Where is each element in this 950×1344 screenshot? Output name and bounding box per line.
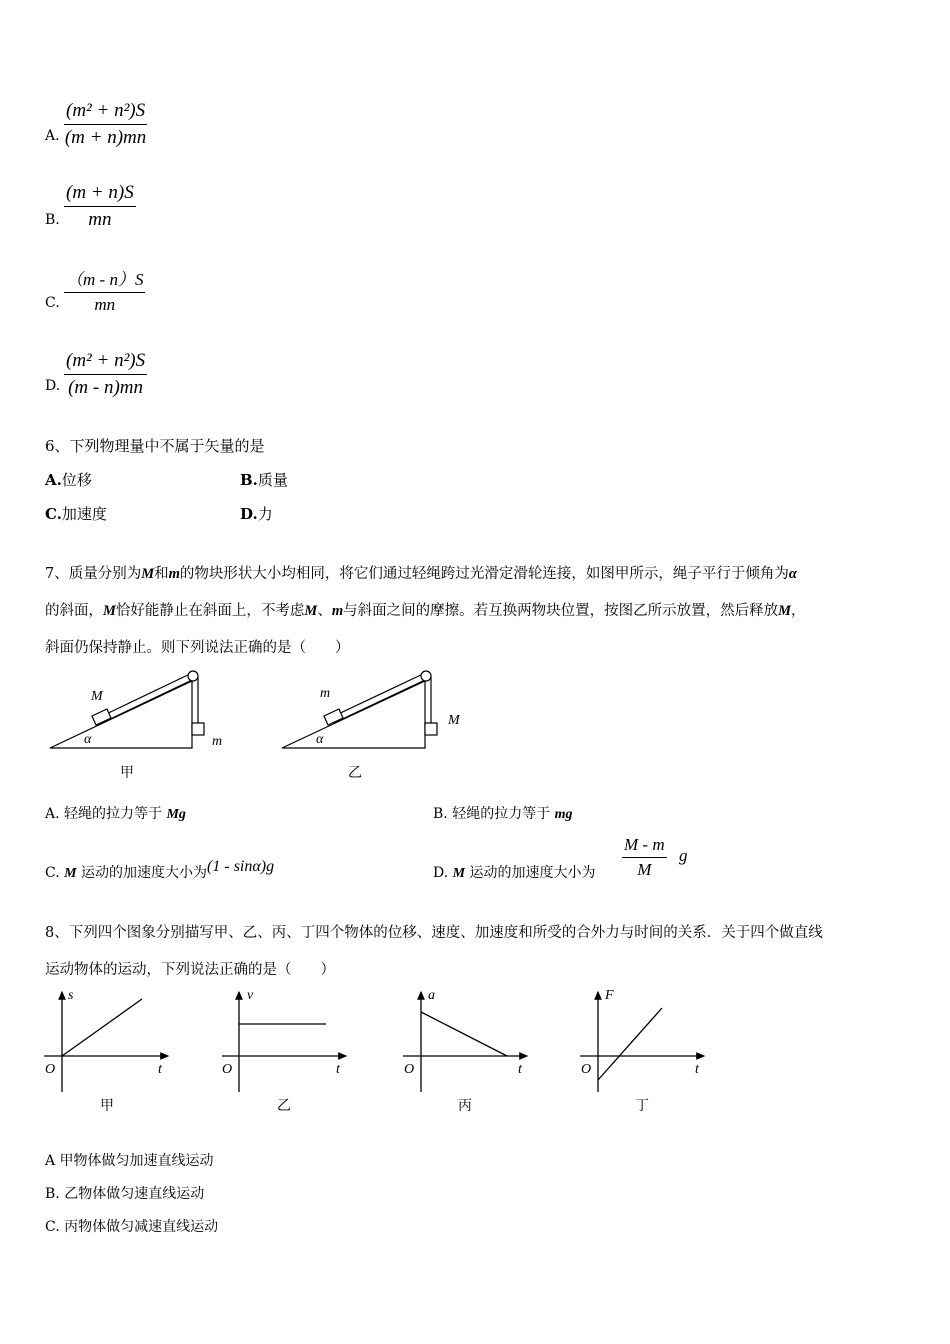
q8-stem-line1: 8、下列四个图象分别描写甲、乙、丙、丁四个物体的位移、速度、加速度和所受的合外力与时间的关系．关于四个做直线: [45, 925, 823, 941]
q5-option-a-label: A.: [45, 128, 60, 144]
q6-option-a-letter: A.: [45, 471, 62, 489]
graph-ding-y-label: F: [605, 988, 614, 1003]
figure-jia-top-block-label: M: [91, 689, 103, 704]
graph-yi-x-label: t: [336, 1062, 340, 1077]
figure-yi-hanging-label: M: [448, 713, 460, 728]
graph-ding-caption: 丁: [635, 1099, 649, 1114]
graph-jia-y-label: s: [68, 988, 74, 1003]
figure-jia-hanging-label: m: [212, 734, 223, 749]
figure-jia-caption: 甲: [120, 766, 134, 781]
graph-bing: [403, 992, 527, 1092]
q6-stem: 6、下列物理量中不属于矢量的是: [45, 437, 265, 455]
graph-ding: [580, 992, 704, 1092]
q8-option-c: C. 丙物体做匀减速直线运动: [45, 1219, 219, 1235]
q6-option-a-text: 位移: [61, 471, 92, 489]
q5-option-c-numerator: （m - n）S: [64, 265, 145, 293]
q6-option-b-letter: B.: [240, 471, 258, 489]
q5-option-a-numerator: (m² + n²)S: [64, 100, 147, 125]
graph-bing-x-label: t: [518, 1062, 522, 1077]
figure-yi-angle-label: α: [316, 732, 324, 747]
q7-stem-line1: 7、质量分别为M和m的物块形状大小均相同，将它们通过轻绳跨过光滑定滑轮连接，如图甲所示，绳子平行于倾角为α: [45, 566, 797, 582]
graph-jia-x-label: t: [158, 1062, 162, 1077]
q6-option-c-letter: C.: [45, 505, 62, 523]
graph-yi-y-label: v: [247, 988, 254, 1003]
q7-option-a: A. 轻绳的拉力等于 Mg: [45, 806, 186, 822]
q7-option-d-g: g: [679, 846, 688, 865]
q5-option-a-denominator: (m + n)mn: [64, 127, 147, 148]
figure-jia-angle-label: α: [84, 732, 92, 747]
graph-ding-x-label: t: [695, 1062, 699, 1077]
graph-bing-y-label: a: [428, 988, 435, 1003]
graph-jia: [44, 992, 168, 1092]
graph-bing-origin: O: [404, 1062, 415, 1077]
q6-option-b-text: 质量: [257, 471, 288, 489]
q5-option-d-denominator: (m - n)mn: [68, 377, 144, 398]
figure-yi-top-block-label: m: [320, 686, 331, 701]
graph-yi-caption: 乙: [277, 1099, 291, 1114]
figure-yi-caption: 乙: [348, 766, 362, 781]
q6-option-c-text: 加速度: [61, 505, 107, 523]
q5-option-d-numerator: (m² + n²)S: [64, 350, 147, 375]
q8-stem-line2: 运动物体的运动，下列说法正确的是（ ）: [45, 962, 335, 978]
q5-option-c-denominator: mn: [94, 295, 116, 314]
q7-stem-line2: 的斜面，M恰好能静止在斜面上，不考虑M、m与斜面之间的摩擦。若互换两物块位置，按图乙所示放置，然后释放M，: [45, 603, 806, 619]
graph-yi: [222, 992, 346, 1092]
q7-option-c: C. M 运动的加速度大小为(1 - sinα)g: [45, 858, 275, 881]
q7-option-d: D. M 运动的加速度大小为: [433, 865, 596, 881]
q5-option-d-label: D.: [45, 378, 61, 394]
graph-yi-origin: O: [222, 1062, 233, 1077]
q7-option-b: B. 轻绳的拉力等于 mg: [433, 806, 573, 822]
q5-option-b-label: B.: [45, 212, 60, 228]
q7-option-d-fraction: $\frac{M - m}{M}$: [624, 835, 665, 879]
graph-ding-origin: O: [581, 1062, 592, 1077]
q5-option-c-label: C.: [45, 295, 60, 311]
q5-option-b-numerator: (m + n)S: [64, 182, 136, 207]
q5-option-b-denominator: mn: [88, 209, 112, 230]
q8-option-a: A 甲物体做匀加速直线运动: [45, 1153, 214, 1169]
graph-jia-origin: O: [45, 1062, 56, 1077]
graph-jia-caption: 甲: [100, 1099, 114, 1114]
q6-option-d-text: 力: [257, 505, 273, 523]
graph-bing-caption: 丙: [458, 1099, 472, 1114]
q8-option-b: B. 乙物体做匀速直线运动: [45, 1186, 205, 1202]
q6-option-d-letter: D.: [240, 505, 258, 523]
q7-stem-line3: 斜面仍保持静止。则下列说法正确的是（ ）: [45, 640, 350, 656]
